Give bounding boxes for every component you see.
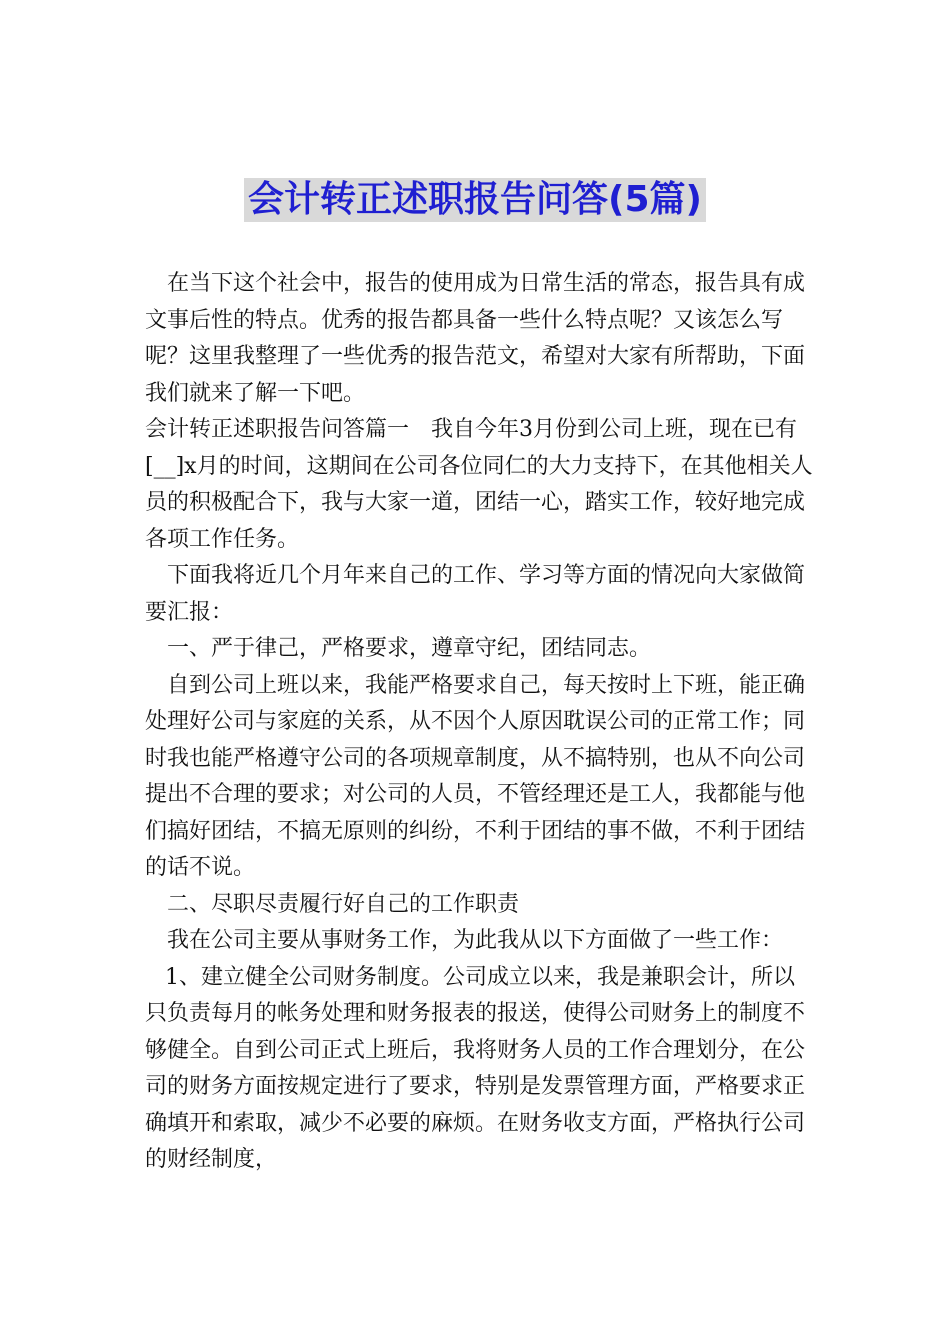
paragraph-summary-intro: 下面我将近几个月年来自己的工作、学习等方面的情况向大家做简要汇报：: [145, 563, 806, 625]
heading-section-two: 二、尽职尽责履行好自己的工作职责: [167, 891, 520, 917]
paragraph-section-one: 自到公司上班以来，我能严格要求自己，每天按时上下班，能正确处理好公司与家庭的关系，从不因个人原因耽误公司的正常工作；同时我也能严格遵守公司的各项规章制度，从不搞特别，也从不向公司提出不合理的要求；对公司的人员，不管经理还是工人，我都能与他们搞好团结，不搞无原则的纠纷，不利于团结的事不做，不利于团结的话不说。: [145, 672, 806, 880]
heading-section-one: 一、严于律己，严格要求，遵章守纪，团结同志。: [167, 636, 652, 661]
document-body: [145, 266, 815, 1179]
paragraph-intro: 在当下这个社会中，报告的使用成为日常生活的常态，报告具有成文事后性的特点。优秀的报告都具备一些什么特点呢？又该怎么写呢？这里我整理了一些优秀的报告范文，希望对大家有所帮助，下面我们就来了解一下吧。: [145, 271, 806, 406]
paragraph-item-one: 1、建立健全公司财务制度。公司成立以来，我是兼职会计，所以只负责每月的帐务处理和财务报表的报送，使得公司财务上的制度不够健全。自到公司正式上班后，我将财务人员的工作合理划分，在公司的财务方面按规定进行了要求，特别是发票管理方面，严格要求正确填开和索取，减少不必要的麻烦。在财务收支方面，严格执行公司的财经制度，: [145, 964, 806, 1172]
paragraph-part-one: 会计转正述职报告问答篇一 我自今年3月份到公司上班，现在已有[__]x月的时间，这期间在公司各位同仁的大力支持下，在其他相关人员的积极配合下，我与大家一道，团结一心，踏实工作，较好地完成各项工作任务。: [145, 417, 813, 552]
title-container: [0, 178, 950, 222]
document-title: 会计转正述职报告问答(5篇): [244, 178, 706, 222]
paragraph-section-two-intro: 我在公司主要从事财务工作，为此我从以下方面做了一些工作：: [167, 928, 784, 953]
